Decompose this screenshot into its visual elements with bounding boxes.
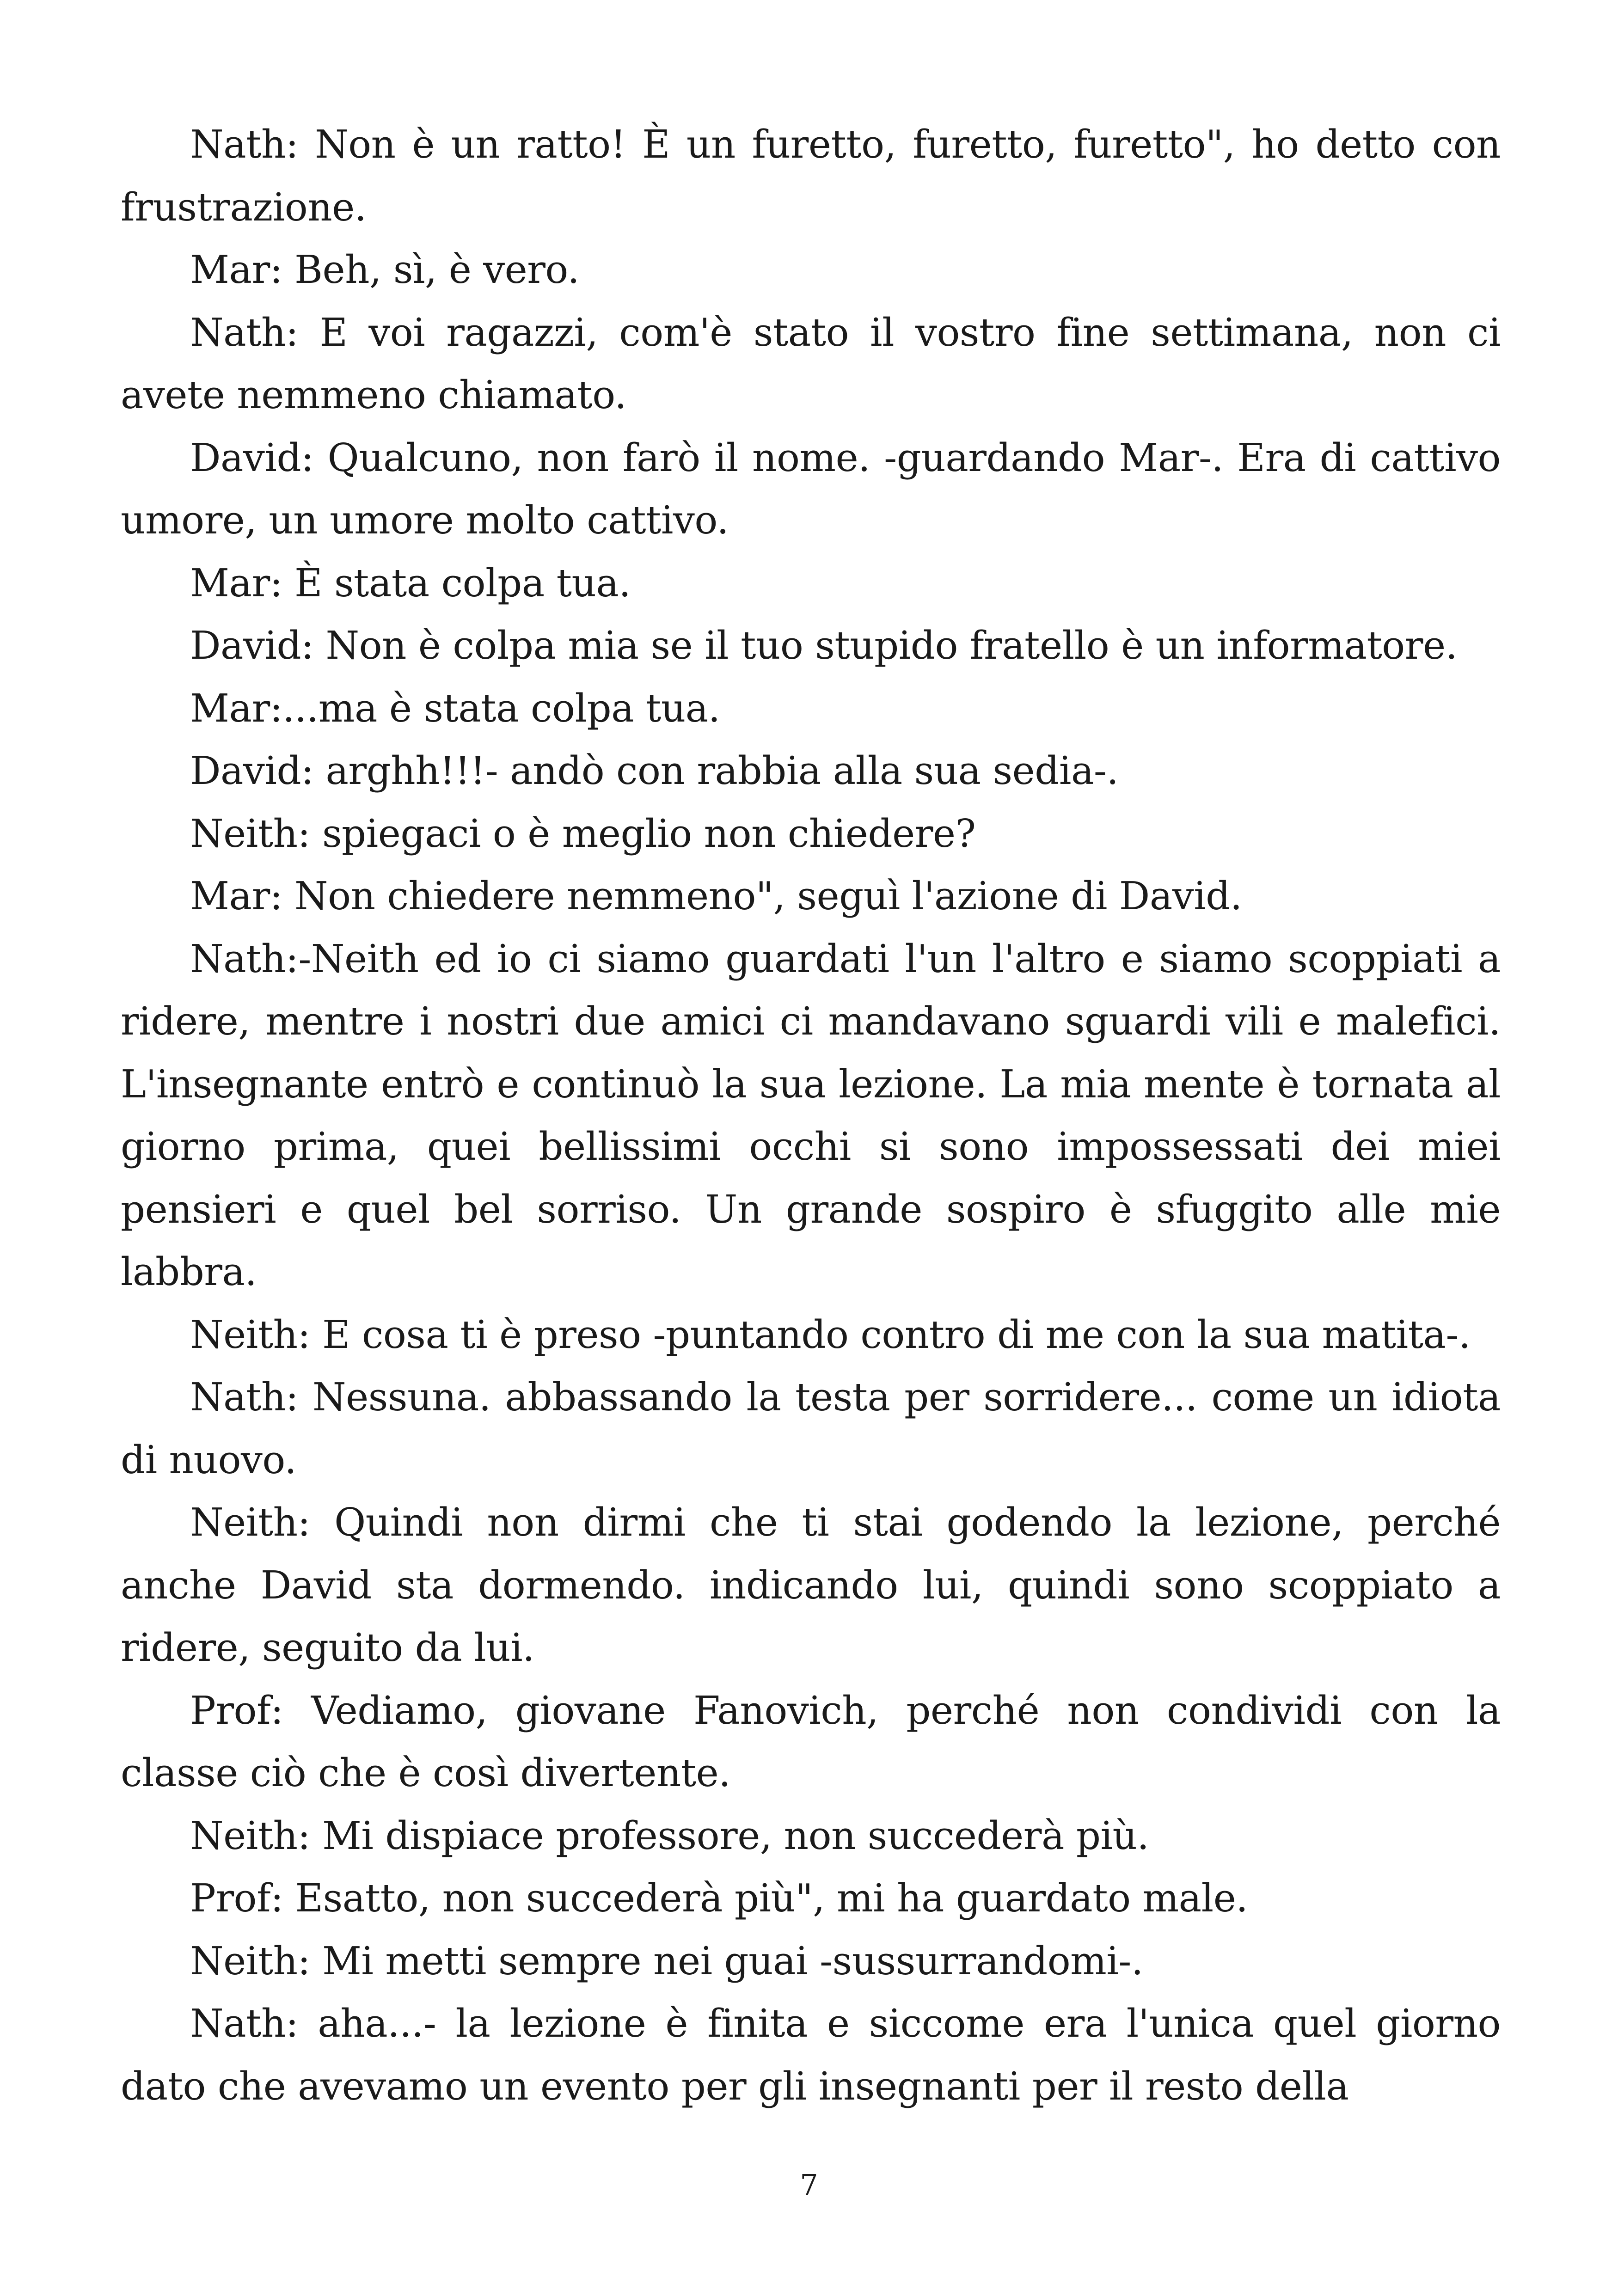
body-text [121, 113, 1501, 2118]
paragraph: Neith: Mi metti sempre nei guai -sussurrandomi-. [190, 1938, 1143, 1984]
paragraph: Prof: Vediamo, giovane Fanovich, perché non condividi con la classe ciò che è così divertente. [121, 1688, 1501, 1795]
paragraph: Neith: spiegaci o è meglio non chiedere? [190, 811, 976, 856]
paragraph: Mar: È stata colpa tua. [190, 560, 631, 606]
paragraph: Neith: Quindi non dirmi che ti stai godendo la lezione, perché anche David sta dormendo. indicando lui, quindi sono scoppiato a ridere, seguito da lui. [121, 1500, 1501, 1670]
paragraph: Nath: Non è un ratto! È un furetto, furetto, furetto", ho detto con frustrazione. [121, 122, 1501, 230]
paragraph: Neith: E cosa ti è preso -puntando contro di me con la sua matita-. [190, 1312, 1471, 1357]
paragraph: Mar: Non chiedere nemmeno", seguì l'azione di David. [190, 874, 1242, 918]
paragraph: Nath: Nessuna. abbassando la testa per sorridere... come un idiota di nuovo. [121, 1375, 1501, 1482]
paragraph: David: arghh!!!- andò con rabbia alla sua sedia-. [190, 748, 1119, 793]
paragraph: Mar:...ma è stata colpa tua. [190, 686, 720, 731]
paragraph: Nath: E voi ragazzi, com'è stato il vostro fine settimana, non ci avete nemmeno chiamato. [121, 310, 1501, 417]
paragraph: Mar: Beh, sì, è vero. [190, 247, 580, 292]
paragraph: Nath: aha...- la lezione è finita e siccome era l'unica quel giorno dato che avevamo un evento per gli insegnanti per il resto della [121, 2001, 1501, 2109]
page-number: 7 [800, 2168, 818, 2202]
paragraph: David: Non è colpa mia se il tuo stupido fratello è un informatore. [190, 623, 1458, 668]
paragraph: Prof: Esatto, non succederà più", mi ha guardato male. [190, 1876, 1248, 1921]
paragraph: Nath:-Neith ed io ci siamo guardati l'un l'altro e siamo scoppiati a ridere, mentre i nostri due amici ci mandavano sguardi vili e malefici. L'insegnante entrò e continuò la sua lezione. La mia mente è tornata al giorno prima, quei bellissimi occhi si sono impossessati dei miei pensieri e quel bel sorriso. Un grande sospiro è sfuggito alle mie labbra. [121, 936, 1501, 1294]
paragraph: David: Qualcuno, non farò il nome. -guardando Mar-. Era di cattivo umore, un umore molto cattivo. [121, 435, 1501, 543]
paragraph: Neith: Mi dispiace professore, non succederà più. [190, 1813, 1149, 1858]
